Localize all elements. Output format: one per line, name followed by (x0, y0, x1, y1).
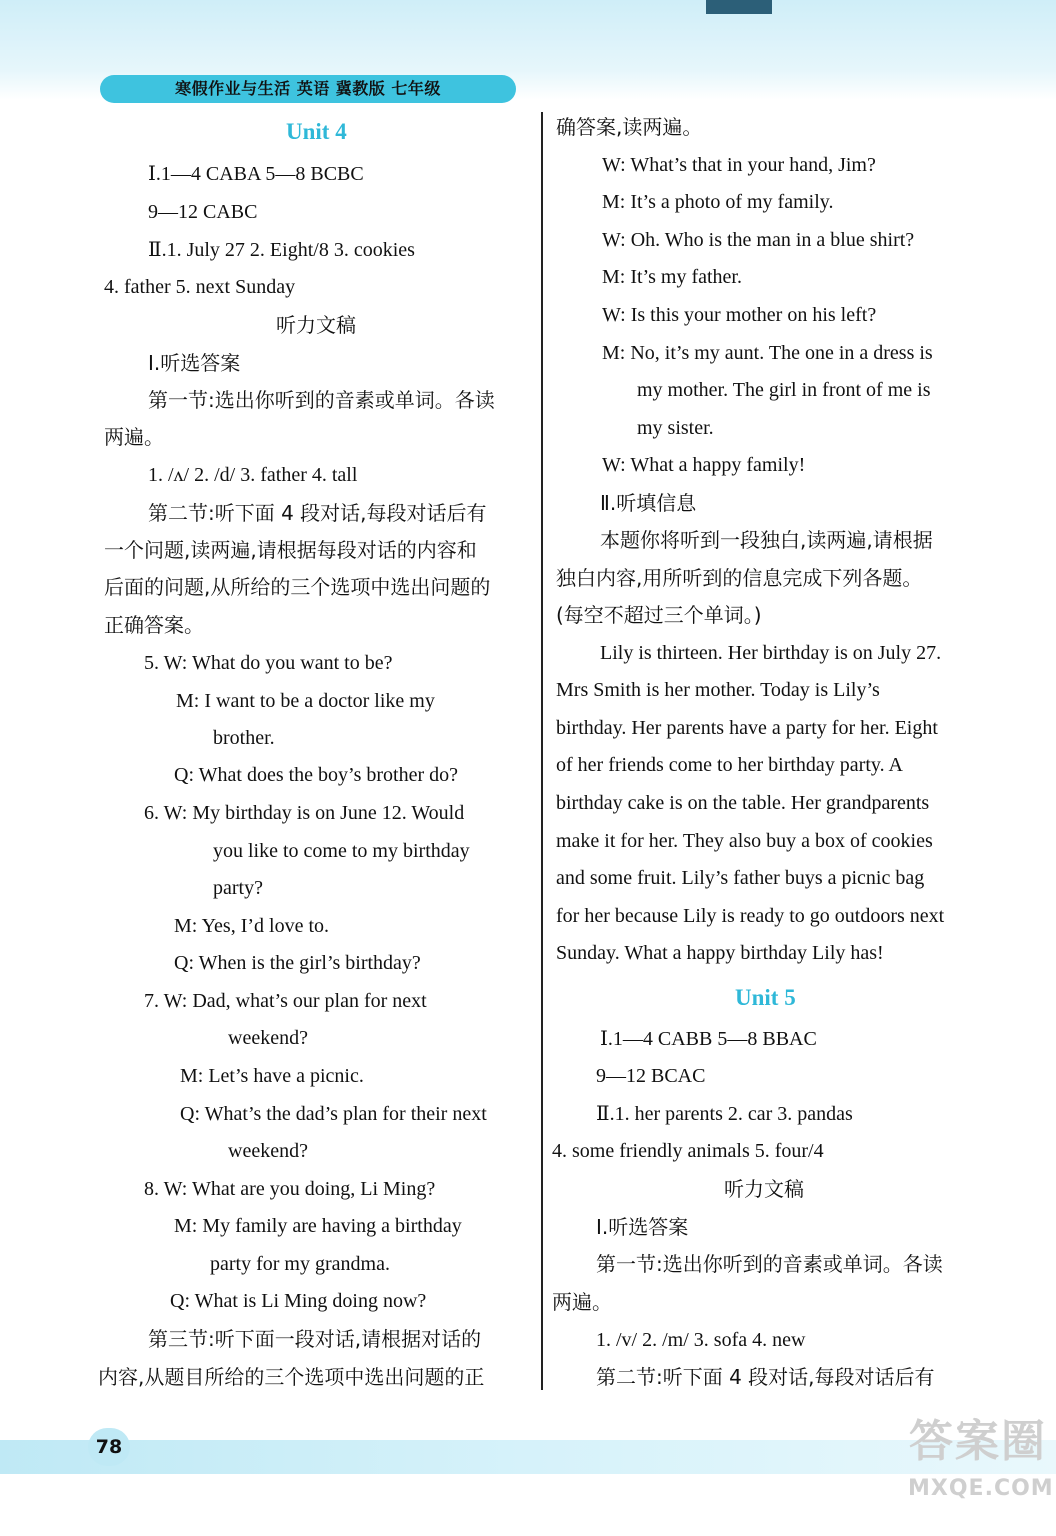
text-line: 内容,从题目所给的三个选项中选出问题的正 (98, 1365, 485, 1389)
text-line: 第一节:选出你听到的音素或单词。各读 (148, 388, 495, 412)
dialogue-line: M: I want to be a doctor like my (176, 690, 435, 712)
text-line: 后面的问题,从所给的三个选项中选出问题的 (104, 575, 491, 599)
text-line: 本题你将听到一段独白,读两遍,请根据 (600, 528, 933, 552)
dialogue-line: you like to come to my birthday (213, 840, 470, 862)
passage-line: birthday. Her parents have a party for her. Eight (556, 717, 938, 739)
dialogue-line: Q: What does the boy’s brother do? (174, 764, 459, 786)
text-line: 正确答案。 (104, 613, 204, 637)
dialogue-line: my mother. The girl in front of me is (637, 379, 931, 401)
text-line: 1. /ʌ/ 2. /d/ 3. father 4. tall (148, 464, 358, 486)
watermark (908, 1412, 1054, 1530)
watermark-logo-text: 答案圈 (909, 1416, 1047, 1467)
text-line: 第二节:听下面 4 段对话,每段对话后有 (148, 501, 487, 525)
dialogue-line: W: Oh. Who is the man in a blue shirt? (602, 229, 915, 251)
answer-line: 9—12 BCAC (596, 1065, 706, 1087)
text-line: 第二节:听下面 4 段对话,每段对话后有 (596, 1365, 935, 1389)
section-heading: Ⅰ.听选答案 (148, 351, 241, 375)
dialogue-line: W: Is this your mother on his left? (602, 304, 877, 326)
dialogue-line: 7. W: Dad, what’s our plan for next (144, 990, 427, 1012)
top-tab (706, 0, 772, 14)
dialogue-line: weekend? (228, 1027, 308, 1049)
dialogue-line: party for my grandma. (210, 1253, 390, 1275)
passage-line: and some fruit. Lily’s father buys a picnic bag (556, 867, 925, 889)
text-line: 第三节:听下面一段对话,请根据对话的 (148, 1327, 482, 1351)
text-line: 确答案,读两遍。 (556, 115, 703, 139)
header-title: 寒假作业与生活 英语 冀教版 七年级 (100, 75, 516, 103)
dialogue-line: M: Yes, I’d love to. (174, 915, 330, 937)
answer-line: 4. father 5. next Sunday (104, 276, 296, 298)
passage-line: Sunday. What a happy birthday Lily has! (556, 942, 884, 964)
passage-line: Mrs Smith is her mother. Today is Lily’s (556, 679, 880, 701)
answer-line: 9—12 CABC (148, 201, 258, 223)
dialogue-line: party? (213, 877, 263, 899)
page-number: 78 (88, 1428, 130, 1466)
passage-line: birthday cake is on the table. Her grandparents (556, 792, 930, 814)
dialogue-line: Q: What’s the dad’s plan for their next (180, 1103, 487, 1125)
answer-line: Ⅰ.1—4 CABB 5—8 BBAC (600, 1028, 817, 1050)
dialogue-line: M: It’s a photo of my family. (602, 191, 834, 213)
answer-line: Ⅱ.1. her parents 2. car 3. pandas (596, 1103, 853, 1125)
section-heading: Ⅱ.听填信息 (600, 491, 697, 515)
text-line: 第一节:选出你听到的音素或单词。各读 (596, 1252, 943, 1276)
dialogue-line: W: What a happy family! (602, 454, 806, 476)
bottom-band (0, 1440, 1056, 1474)
unit-title: Unit 5 (735, 985, 796, 1010)
column-divider (541, 112, 543, 1390)
answer-line: Ⅱ.1. July 27 2. Eight/8 3. cookies (148, 239, 415, 261)
dialogue-line: W: What’s that in your hand, Jim? (602, 154, 876, 176)
dialogue-line: 6. W: My birthday is on June 12. Would (144, 802, 465, 824)
passage-line: for her because Lily is ready to go outdoors next (556, 905, 945, 927)
text-line: 独白内容,用所听到的信息完成下列各题。 (556, 566, 923, 590)
section-title: 听力文稿 (276, 313, 356, 337)
dialogue-line: my sister. (637, 417, 714, 439)
passage-line: of her friends come to her birthday party. A (556, 754, 903, 776)
dialogue-line: M: My family are having a birthday (174, 1215, 462, 1237)
watermark-url: MXQE.COM (908, 1476, 1054, 1501)
section-heading: Ⅰ.听选答案 (596, 1215, 689, 1239)
dialogue-line: brother. (213, 727, 275, 749)
text-line: 一个问题,读两遍,请根据每段对话的内容和 (104, 538, 477, 562)
text-line: (每空不超过三个单词。) (556, 603, 762, 627)
passage-line: Lily is thirteen. Her birthday is on July 27. (600, 642, 942, 664)
dialogue-line: Q: When is the girl’s birthday? (174, 952, 421, 974)
dialogue-line: M: It’s my father. (602, 266, 742, 288)
text-line: 两遍。 (552, 1290, 612, 1314)
dialogue-line: M: Let’s have a picnic. (180, 1065, 364, 1087)
dialogue-line: weekend? (228, 1140, 308, 1162)
section-title: 听力文稿 (724, 1177, 804, 1201)
text-line: 两遍。 (104, 425, 164, 449)
dialogue-line: 5. W: What do you want to be? (144, 652, 393, 674)
text-line: 1. /v/ 2. /m/ 3. sofa 4. new (596, 1329, 806, 1351)
answer-line: 4. some friendly animals 5. four/4 (552, 1140, 824, 1162)
answer-line: Ⅰ.1—4 CABA 5—8 BCBC (148, 163, 364, 185)
dialogue-line: M: No, it’s my aunt. The one in a dress is (602, 342, 933, 364)
dialogue-line: Q: What is Li Ming doing now? (170, 1290, 427, 1312)
passage-line: make it for her. They also buy a box of cookies (556, 830, 933, 852)
unit-title: Unit 4 (286, 119, 347, 144)
dialogue-line: 8. W: What are you doing, Li Ming? (144, 1178, 436, 1200)
